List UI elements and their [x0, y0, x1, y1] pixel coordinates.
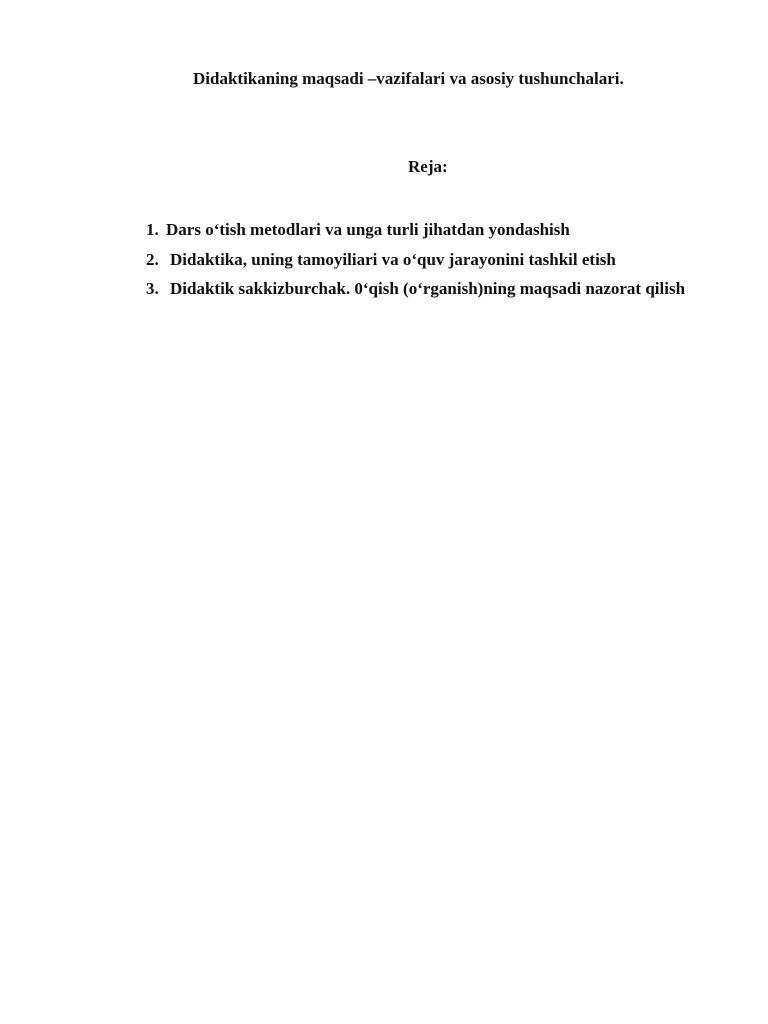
list-item: [146, 274, 706, 304]
list-item-number: 3.: [146, 279, 159, 298]
plan-list: [146, 215, 706, 304]
list-item: [146, 245, 706, 275]
list-item-text: Didaktik sakkizburchak. 0‘qish (o‘rganish)ning maqsadi nazorat qilish: [170, 279, 686, 298]
list-item-number: 2.: [146, 249, 159, 269]
document-title: Didaktikaning maqsadi –vazifalari va asosiy tushunchalari.: [193, 69, 624, 88]
list-item-text: Dars o‘tish metodlari va unga turli jihatdan yondashish: [166, 220, 570, 239]
list-item-number: 1.: [146, 220, 159, 239]
list-item: [146, 215, 706, 245]
list-item-text: Didaktika, uning tamoyiliari va o‘quv jarayonini tashkil etish: [170, 249, 616, 269]
plan-heading: Reja:: [408, 157, 448, 176]
